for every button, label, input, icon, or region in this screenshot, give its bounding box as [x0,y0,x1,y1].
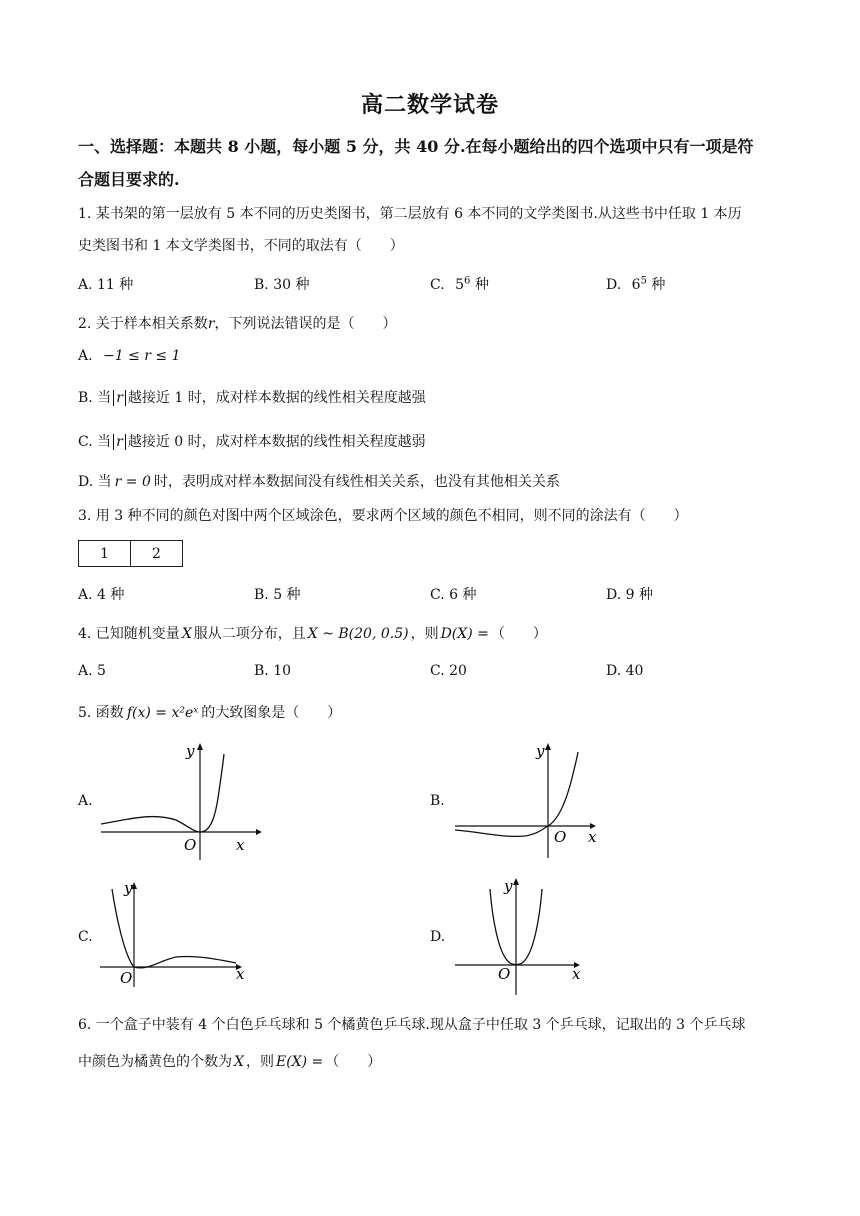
q4-stem-dx: D(X) = [440,626,489,642]
graph-d-origin-label: O [498,965,511,983]
q5-option-a-label: A. [78,793,93,809]
graph-c-origin-label: O [120,969,133,987]
q6-stem-var: X [234,1054,244,1070]
q2-option-d-math: r = 0 [114,474,151,490]
q3-option-b: B. 5 种 [254,587,301,603]
graph-a-origin-label: O [184,836,197,854]
q2-stem-var: r [207,316,215,332]
q4-option-d: D. 40 [606,663,644,679]
q6-stem-line2 [78,1051,381,1071]
q4-stem [78,623,547,643]
q2-option-d-prefix: D. 当 [78,474,112,490]
q4-stem-comma: ，则 [410,626,439,642]
q1-stem-line2: 史类图书和 1 本文学类图书，不同的取法有（ ） [78,238,404,254]
graph-a-y-label: y [186,742,195,760]
graph-b-y-arrow-icon [545,743,551,750]
q1-stem-line1: 1. 某书架的第一层放有 5 本不同的历史类图书，第二层放有 6 本不同的文学类图书.从这些书中任取 1 本历 [78,206,742,222]
q1-option-d-prefix: D. [606,277,622,293]
q1-option-c-prefix: C. [430,277,445,293]
q2-option-c [78,431,426,451]
graph-option-c [96,875,256,990]
q2-stem-suffix: ，下列说法错误的是（ ） [214,316,397,332]
q2-option-d-suffix: 时，表明成对样本数据间没有线性相关关系，也没有其他相关关系 [153,474,560,490]
graph-c-y-label: y [124,879,133,897]
region-diagram [78,540,183,567]
q4-stem-dist: X ~ B(20, 0.5) [307,626,409,642]
graph-option-a [96,738,266,863]
q5-option-d-label: D. [430,929,446,945]
q2-option-c-prefix: C. 当 [78,434,112,450]
graph-b-curve [455,752,578,836]
q4-stem-var: X [181,626,192,642]
region-cell-1: 1 [79,541,131,567]
graph-a-x-label: x [236,836,245,854]
q2-option-a [78,348,181,364]
q2-option-c-abs: r [113,434,126,450]
graph-d-x-label: x [572,965,581,983]
q5-stem [78,702,341,722]
region-cell-2: 2 [131,541,183,567]
q6-stem-end: （ ） [325,1054,382,1070]
graph-a-y-arrow-icon [197,743,203,750]
q4-stem-end: （ ） [490,626,547,642]
q1-option-c-exp: 6 [464,275,471,287]
q5-stem-func: f(x) = x²eˣ [126,705,199,721]
q2-option-b-prefix: B. 当 [78,390,112,406]
q4-option-c: C. 20 [430,663,467,679]
q2-option-b [78,387,426,407]
q6-stem-prefix: 中颜色为橘黄色的个数为 [78,1054,232,1070]
q2-option-a-math: −1 ≤ r ≤ 1 [103,348,181,364]
q1-option-d [606,274,665,294]
q4-option-b: B. 10 [254,663,292,679]
q2-option-b-suffix: 越接近 1 时，成对样本数据的线性相关程度越强 [127,390,426,406]
q2-option-d [78,471,560,491]
graph-d-y-label: y [504,877,513,895]
q2-option-b-abs: r [113,390,126,406]
q2-option-a-prefix: A. [78,348,93,364]
graph-c-x-label: x [236,965,245,983]
graph-option-d [450,875,610,995]
q5-stem-prefix: 5. 函数 [78,705,124,721]
page-title: 高二数学试卷 [360,92,499,118]
q2-stem-prefix: 2. 关于样本相关系数 [78,316,208,332]
q2-option-c-suffix: 越接近 0 时，成对样本数据的线性相关程度越弱 [127,434,426,450]
q4-stem-prefix: 4. 已知随机变量 [78,626,180,642]
q1-option-d-exp: 5 [640,275,647,287]
q3-option-a: A. 4 种 [78,587,125,603]
q3-stem: 3. 用 3 种不同的颜色对图中两个区域涂色，要求两个区域的颜色不相同，则不同的涂法有（ ） [78,508,688,524]
graph-b-origin-label: O [554,828,567,846]
q1-option-d-suffix: 种 [651,277,666,293]
q6-stem-mid: ，则 [245,1054,274,1070]
q4-option-a: A. 5 [78,663,106,679]
graph-a-x-arrow-icon [256,829,262,835]
q1-option-c-suffix: 种 [474,277,489,293]
graph-d-y-arrow-icon [513,878,519,885]
graph-b-x-label: x [588,828,597,846]
q6-stem-line1: 6. 一个盒子中装有 4 个白色乒乓球和 5 个橘黄色乒乓球.现从盒子中任取 3 个乒乓球，记取出的 3 个乒乓球 [78,1017,746,1033]
q1-option-d-base: 6 [631,277,641,293]
graph-c-curve [112,889,236,968]
q3-option-d: D. 9 种 [606,587,653,603]
graph-option-b [450,738,620,863]
q5-option-c-label: C. [78,929,93,945]
q4-stem-mid: 服从二项分布，且 [193,626,306,642]
section-heading-line1: 一、选择题：本题共 8 小题，每小题 5 分，共 40 分.在每小题给出的四个选项中只有一项是符 [78,137,754,156]
q6-stem-ex: E(X) = [275,1054,324,1070]
q1-option-b: B. 30 种 [254,277,310,293]
q5-stem-suffix: 的大致图象是（ ） [201,705,342,721]
q1-option-a: A. 11 种 [78,277,134,293]
q2-stem [78,313,397,333]
q1-option-c [430,274,489,294]
q1-option-c-base: 5 [455,277,465,293]
graph-a-curve [101,754,224,832]
q3-option-c: C. 6 种 [430,587,477,603]
q5-option-b-label: B. [430,793,445,809]
section-heading-line2: 合题目要求的. [78,170,180,189]
graph-b-y-label: y [536,742,545,760]
